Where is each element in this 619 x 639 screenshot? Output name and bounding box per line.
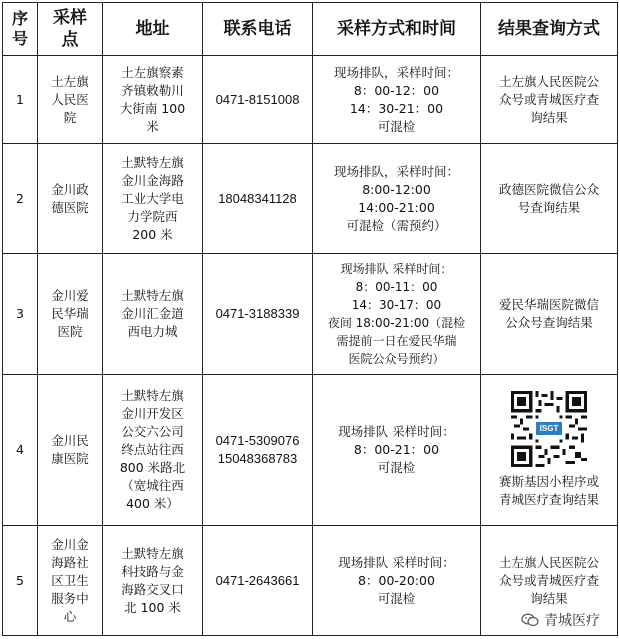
table-row xyxy=(3,144,618,254)
sampling-sites-table xyxy=(2,2,618,636)
watermark-text: 青城医疗 xyxy=(544,613,600,629)
header-query: 结果查询方式 xyxy=(481,3,618,56)
header-method: 采样方式和时间 xyxy=(313,3,481,56)
header-no: 序号 xyxy=(3,3,38,56)
address-cell: 土默特左旗 金川开发区 公交六公司 终点站往西 800 米路北 （宽城往西 400 米） xyxy=(103,375,203,526)
phone-cell: 0471-3188339 xyxy=(203,254,313,375)
header-address: 地址 xyxy=(103,3,203,56)
table-row xyxy=(3,56,618,144)
watermark xyxy=(518,609,603,631)
site-cell: 金川政 德医院 xyxy=(38,144,103,254)
site-cell: 金川民 康医院 xyxy=(38,375,103,526)
method-cell: 现场排队 采样时间： 8：00-20:00 可混检 xyxy=(313,526,481,636)
row-number: 3 xyxy=(3,254,38,375)
row-number: 5 xyxy=(3,526,38,636)
address-cell: 土左旗察素 齐镇敕勒川 大街南 100 米 xyxy=(103,56,203,144)
query-cell: ISGT 赛斯基因小程序或 青城医疗查询结果 xyxy=(481,375,618,526)
wechat-icon xyxy=(521,613,539,627)
method-cell: 现场排队 采样时间： 8：00-21：00 可混检 xyxy=(313,375,481,526)
row-number: 2 xyxy=(3,144,38,254)
phone-cell: 0471-5309076 15048368783 xyxy=(203,375,313,526)
qr-badge: ISGT xyxy=(536,422,562,435)
site-cell: 金川爱 民华瑞 医院 xyxy=(38,254,103,375)
phone-cell: 0471-8151008 xyxy=(203,56,313,144)
phone-cell: 0471-2643661 xyxy=(203,526,313,636)
query-cell: 土左旗人民医院公 众号或青城医疗查 询结果 xyxy=(481,56,618,144)
address-cell: 土默特左旗 科技路与金 海路交叉口 北 100 米 xyxy=(103,526,203,636)
header-row xyxy=(3,3,618,56)
method-cell: 现场排队，采样时间： 8：00-12：00 14：30-21：00 可混检 xyxy=(313,56,481,144)
phone-cell: 18048341128 xyxy=(203,144,313,254)
header-site: 采样点 xyxy=(38,3,103,56)
query-cell: 政德医院微信公众 号查询结果 xyxy=(481,144,618,254)
table-row xyxy=(3,254,618,375)
address-cell: 土默特左旗 金川汇金道 西电力城 xyxy=(103,254,203,375)
method-cell: 现场排队 采样时间： 8：00-11：00 14：30-17：00 夜间 18:00-21:00（混检 需提前一日在爱民华瑞 医院公众号预约） xyxy=(313,254,481,375)
site-cell: 金川金 海路社 区卫生 服务中 心 xyxy=(38,526,103,636)
header-phone: 联系电话 xyxy=(203,3,313,56)
address-cell: 土默特左旗 金川金海路 工业大学电 力学院西 200 米 xyxy=(103,144,203,254)
row-number: 4 xyxy=(3,375,38,526)
query-cell: 爱民华瑞医院微信 公众号查询结果 xyxy=(481,254,618,375)
site-cell: 土左旗 人民医 院 xyxy=(38,56,103,144)
method-cell: 现场排队，采样时间： 8:00-12:00 14:00-21:00 可混检（需预约） xyxy=(313,144,481,254)
table-row xyxy=(3,375,618,526)
qr-code-icon[interactable] xyxy=(511,391,587,467)
query-cell: 土左旗人民医院公 众号或青城医疗查 询结果 xyxy=(481,526,618,636)
row-number: 1 xyxy=(3,56,38,144)
